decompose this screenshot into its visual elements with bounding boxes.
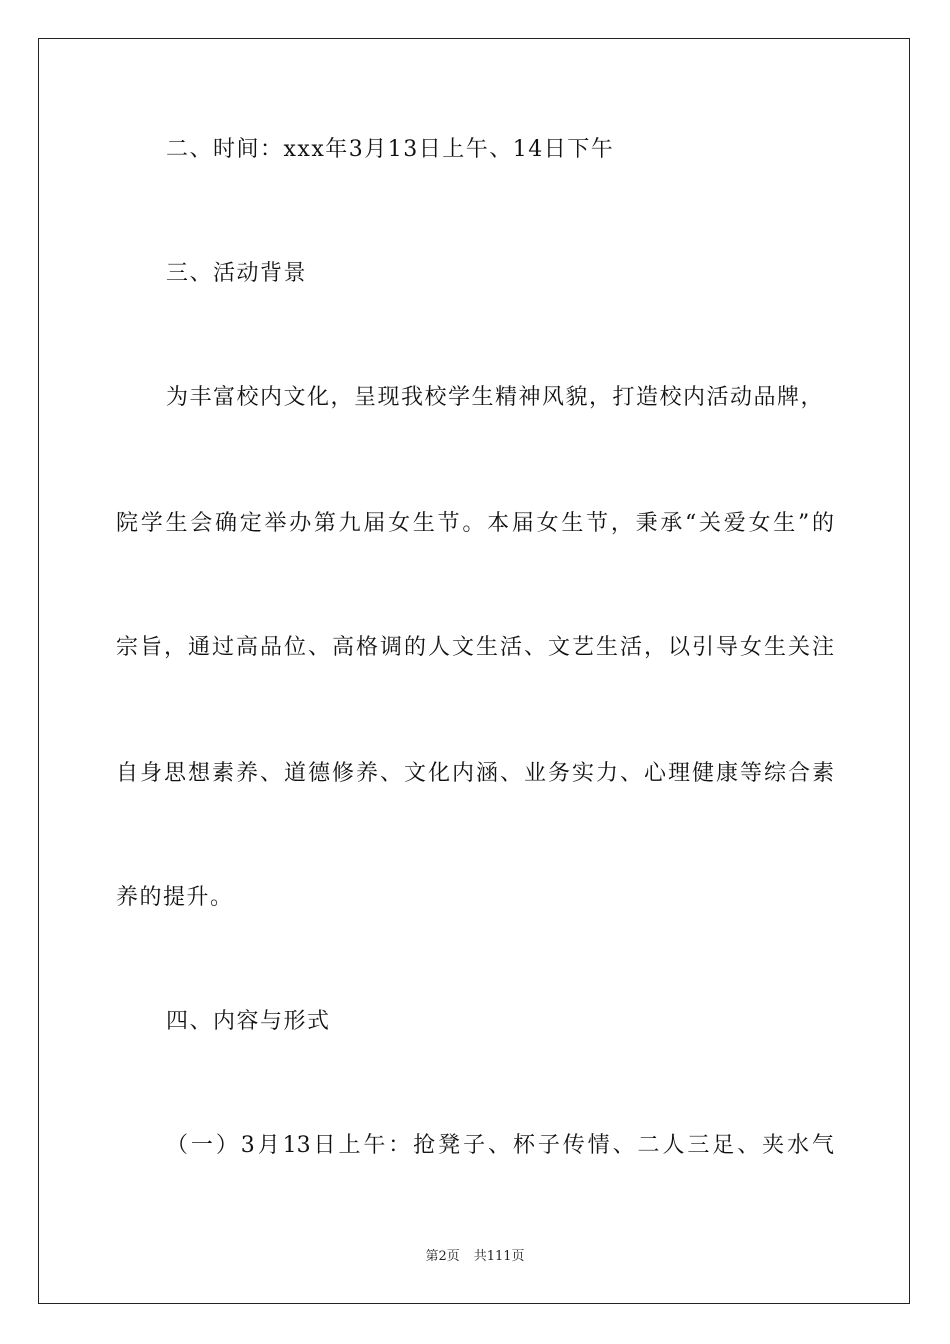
paragraph-line: 养的提升。 xyxy=(116,885,234,910)
paragraph-line: 自身思想素养、道德修养、文化内涵、业务实力、心理健康等综合素 xyxy=(116,761,834,786)
section-heading-time: 二、时间：xxx年3月13日上午、14日下午 xyxy=(166,137,615,162)
page-border xyxy=(38,38,910,1304)
paragraph-line: 院学生会确定举办第九届女生节。本届女生节，秉承“关爱女生”的 xyxy=(116,511,834,536)
section-heading-content: 四、内容与形式 xyxy=(166,1009,331,1034)
paragraph-line: 为丰富校内文化，呈现我校学生精神风貌，打造校内活动品牌， xyxy=(166,385,825,410)
page-number: 第2页 xyxy=(425,1249,460,1264)
page-total: 共111页 xyxy=(473,1249,525,1264)
list-item-first: （一）3月13日上午：抢凳子、杯子传情、二人三足、夹水气 xyxy=(166,1133,834,1158)
section-heading-background: 三、活动背景 xyxy=(166,261,308,286)
paragraph-line: 宗旨，通过高品位、高格调的人文生活、文艺生活，以引导女生关注 xyxy=(116,635,834,660)
page-footer xyxy=(0,1248,950,1266)
